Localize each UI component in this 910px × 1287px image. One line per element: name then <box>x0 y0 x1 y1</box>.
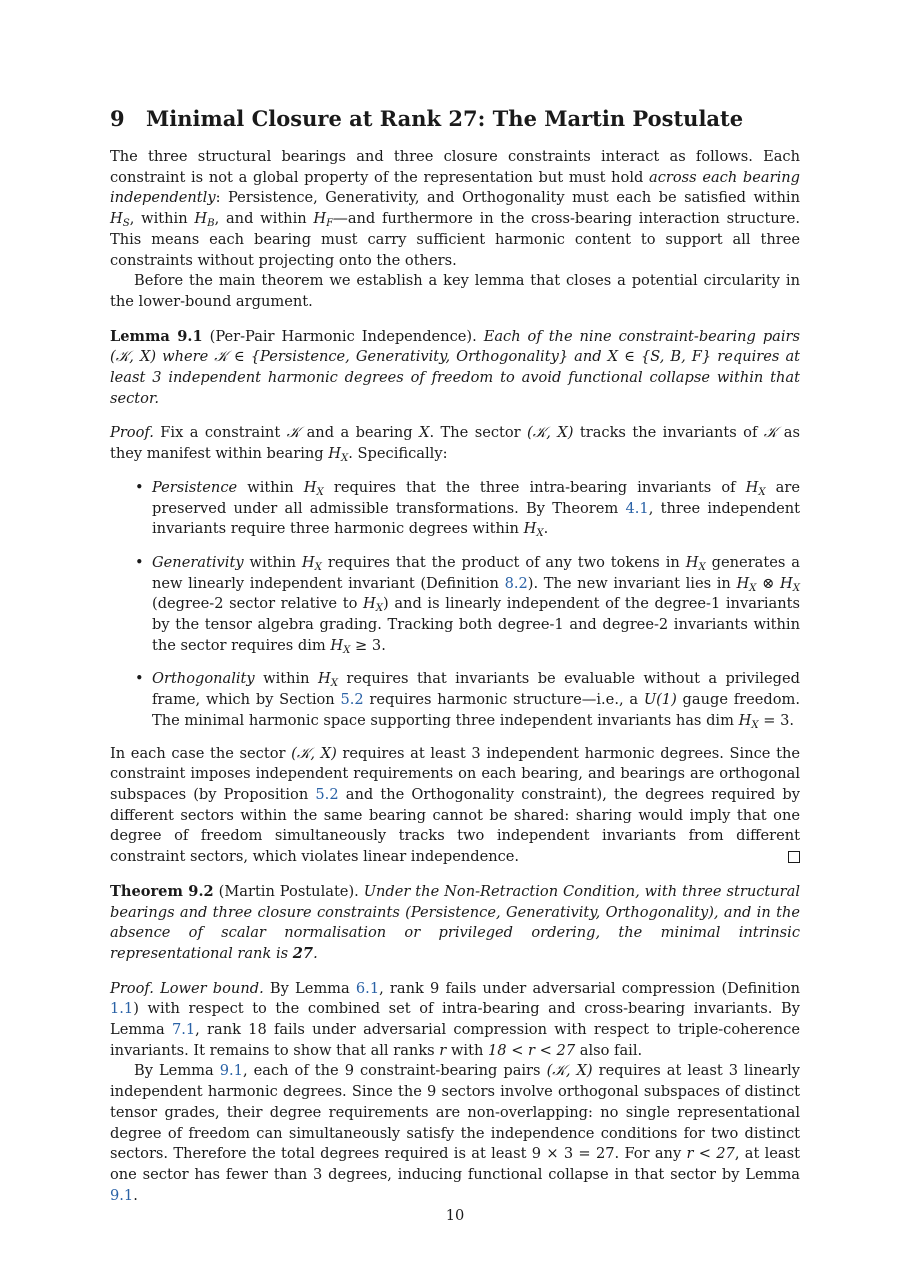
lemma-9-1: Lemma 9.1 (Per-Pair Harmonic Independence). Each of the nine constraint-bearing pairs (𝒦, X) where 𝒦 ∈ {Persistence, Generativity, Orthogonality} and X ∈ {S, B, F} requires at least 3 independent harmonic degrees of freedom to avoid functional collapse within that sector. <box>110 327 801 407</box>
lemma-7-1-link[interactable]: 7.1 <box>171 1021 196 1039</box>
section-number: 9 <box>110 106 125 131</box>
theorem-4-1-link[interactable]: 4.1 <box>625 499 649 517</box>
proposition-5-2-link[interactable]: 5.2 <box>315 785 339 803</box>
section-heading <box>110 106 800 132</box>
lemma-9-1-link-2[interactable]: 9.1 <box>110 1186 134 1204</box>
proof-theorem-paragraph-1: Proof. Lower bound. By Lemma 6.1, rank 9 fails under adversarial compression (Definition 1.1) with respect to the combined set of intra-bearing and cross-bearing invariants. By Lemma 7.1, rank 18 fails under adversarial compression with respect to triple-coherence invariants. It remains to show that all ranks r with 18 < r < 27 also fail. <box>110 979 801 1059</box>
lemma-6-1-link[interactable]: 6.1 <box>355 979 380 997</box>
lemma-9-1-link[interactable]: 9.1 <box>219 1062 243 1080</box>
proof-bullet-list <box>110 478 800 732</box>
page-content <box>110 106 800 1206</box>
page-number: 10 <box>445 1207 465 1224</box>
proof-lemma-intro: Proof. Fix a constraint 𝒦 and a bearing X. The sector (𝒦, X) tracks the invariants of 𝒦 as they manifest within bearing $H_X$. Specifically: <box>110 424 800 465</box>
section-title: Minimal Closure at Rank 27: The Martin Postulate <box>146 106 744 131</box>
bullet-generativity: • Generativity within $H_X$ requires that the product of any two tokens in $H_X$ generates a new linearly independent invariant (Definition 8.2). The new invariant lies in $H_X$ ⊗ $H_X$ (degree-2 sector relative to $H_X$) and is linearly independent of the degree-1 invariants by the tensor algebra grading. Tracking both degree-1 and degree-2 invariants within the sector requires dim $H_X \ge 3$. <box>152 553 800 657</box>
definition-1-1-link[interactable]: 1.1 <box>110 1000 134 1018</box>
section-5-2-link[interactable]: 5.2 <box>340 691 364 709</box>
proof-lemma-closing: In each case the sector (𝒦, X) requires at least 3 independent harmonic degrees. Since the constraint imposes independent requirements on each bearing, and bearings are orthogonal subspaces (by Proposition 5.2 and the Orthogonality constraint), the degrees required by different sectors within the same bearing cannot be shared: sharing would imply that one degree of freedom simultaneously tracks two independent invariants from different constraint sectors, which violates linear independence. <box>110 744 801 866</box>
intro-paragraph: The three structural bearings and three closure constraints interact as follows. Each constraint is not a global property of the representation but must hold across each bearing independently: Persistence, Generativity, and Orthogonality must each be satisfied within $H_S$, within $H_B$, and within $H_F—and$ furthermore in the cross-bearing interaction structure. This means each bearing must carry sufficient harmonic content to support all three constraints without projecting onto the others. <box>110 148 800 269</box>
intro-paragraph-2: Before the main theorem we establish a key lemma that closes a potential circularity in the lower-bound argument. <box>110 272 800 310</box>
proof-theorem-paragraph-2: By Lemma 9.1, each of the 9 constraint-bearing pairs (𝒦, X) requires at least 3 linearly independent harmonic degrees. Since the 9 sectors involve orthogonal subspaces of distinct tensor grades, their degree requirements are non-overlapping: no single representational degree of freedom can simultaneously satisfy the independence conditions for two distinct sectors. Therefore the total degrees required is at least 9 × 3 = 27. For any r < 27, at least one sector has fewer than 3 degrees, inducing functional collapse in that sector by Lemma 9.1. <box>110 1062 800 1204</box>
qed-box-icon <box>788 851 800 863</box>
definition-8-2-link[interactable]: 8.2 <box>504 574 528 592</box>
theorem-9-2: Theorem 9.2 (Martin Postulate). Under the Non-Retraction Condition, with three structural bearings and three closure constraints (Persistence, Generativity, Orthogonality), and in the absence of scalar normalisation or privileged ordering, the minimal intrinsic representational rank is 27. <box>110 882 801 962</box>
bullet-orthogonality: • Orthogonality within $H_X$ requires that invariants be evaluable without a privileged frame, which by Section 5.2 requires harmonic structure—i.e., a U(1) gauge freedom. The minimal harmonic space supporting three independent invariants has dim $H_X = 3$. <box>152 669 800 731</box>
bullet-persistence: • Persistence within $H_X$ requires that the three intra-bearing invariants of $H_X$ are preserved under all admissible transformations. By Theorem 4.1, three independent invariants require three harmonic degrees within $H_X$. <box>152 478 800 540</box>
